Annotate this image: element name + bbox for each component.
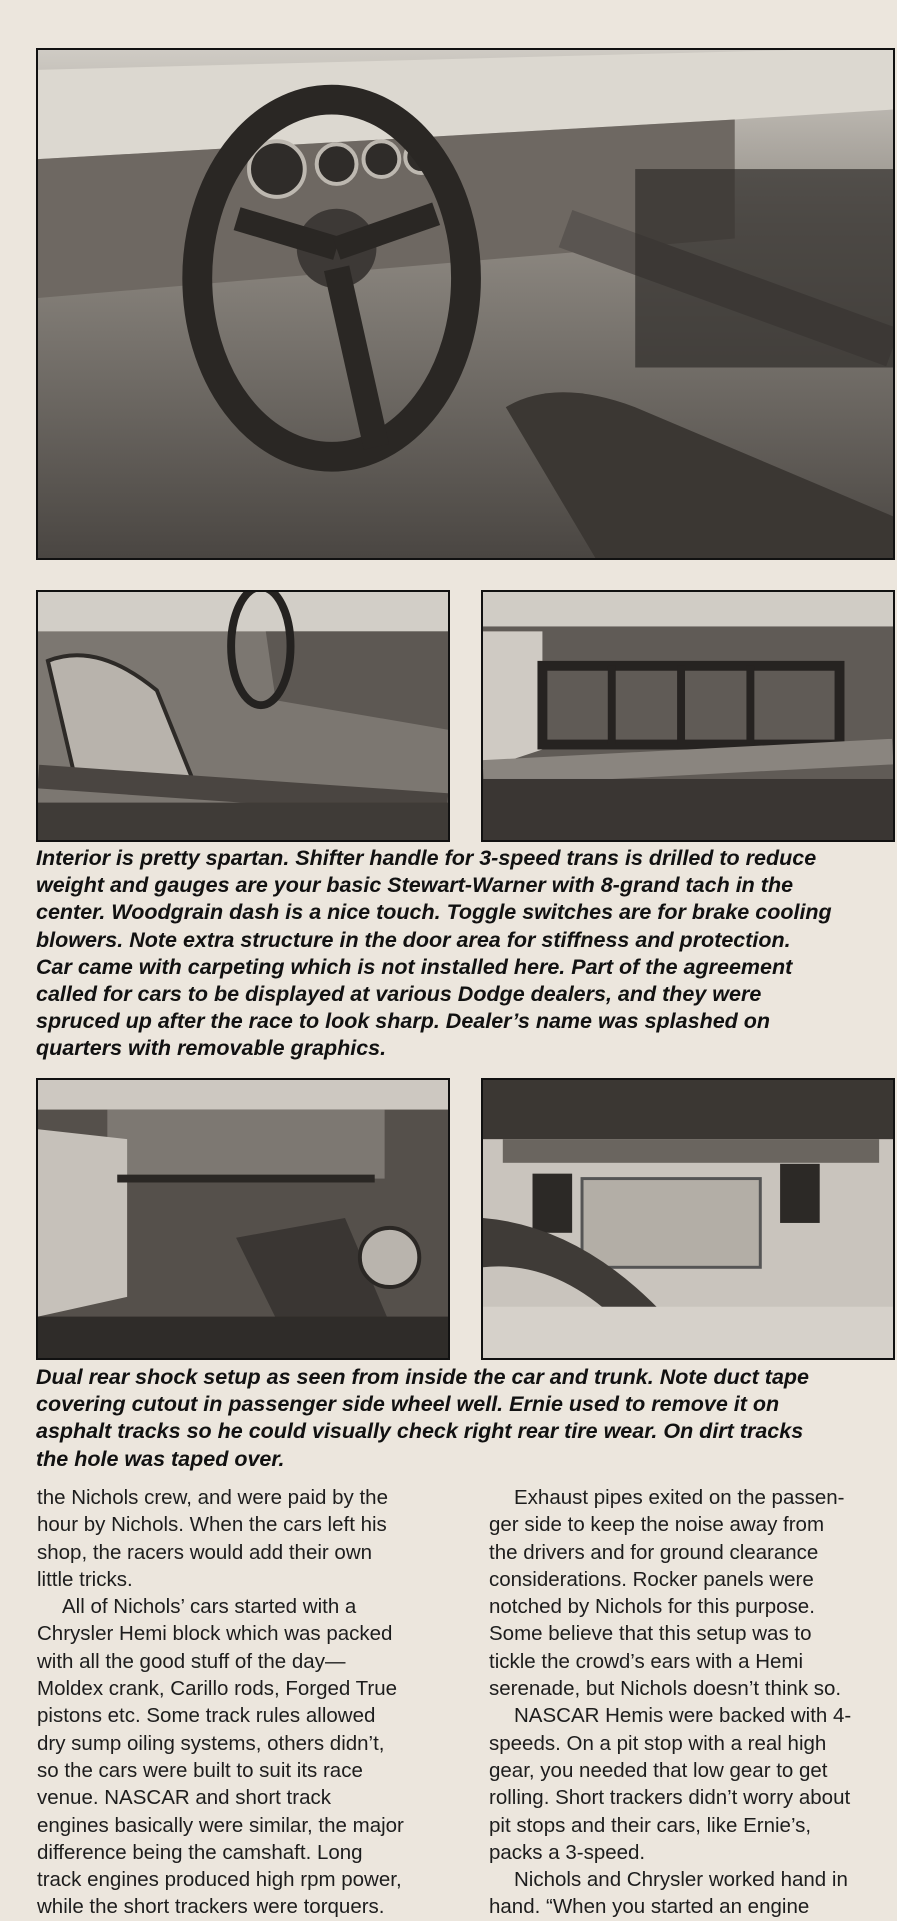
text-line: Some believe that this setup was to (489, 1622, 812, 1646)
text-line: with all the good stuff of the day— (37, 1649, 346, 1673)
caption-line: Dual rear shock setup as seen from inside the car and trunk. Note duct tape (36, 1365, 810, 1389)
caption-line: asphalt tracks so he could visually check right rear tire wear. On dirt tracks (36, 1419, 804, 1444)
text-line: so the cars were built to suit its race (37, 1758, 363, 1782)
text-line: serenade, but Nichols doesn’t think so. (489, 1677, 842, 1701)
text-line: packs a 3-speed. (489, 1840, 646, 1864)
text-line: while the short trackers were torquers. (37, 1895, 385, 1919)
body-paragraph (37, 1593, 469, 1921)
text-line: gear, you needed that low gear to get (489, 1758, 828, 1782)
text-line: difference being the camshaft. Long (37, 1840, 363, 1864)
text-line: notched by Nichols for this purpose. (489, 1595, 815, 1619)
text-line: venue. NASCAR and short track (37, 1786, 331, 1810)
text-line: All of Nichols’ cars started with a (62, 1595, 357, 1619)
text-line: little tricks. (37, 1567, 133, 1591)
caption-line: center. Woodgrain dash is a nice touch. Toggle switches are for brake cooling (36, 900, 832, 925)
body-paragraph (37, 1484, 469, 1593)
caption-line: spruced up after the race to look sharp. Dealer’s name was splashed on (36, 1009, 771, 1034)
interior-caption (36, 845, 896, 1063)
caption-line: covering cutout in passenger side wheel well. Ernie used to remove it on (36, 1392, 780, 1417)
body-column-right (489, 1484, 894, 1921)
body-paragraph (489, 1866, 894, 1921)
text-line: tickle the crowd’s ears with a Hemi (489, 1649, 804, 1673)
text-line: considerations. Rocker panels were (489, 1567, 814, 1591)
body-paragraph (489, 1702, 894, 1866)
door-bars-photo-icon (483, 592, 893, 840)
interior-door-photo (481, 590, 895, 842)
rear-shocks-photo (481, 1078, 895, 1360)
text-line: track engines produced high rpm power, (37, 1868, 402, 1892)
text-line: shop, the racers would add their own (37, 1540, 373, 1564)
interior-main-photo (36, 48, 895, 560)
text-line: the Nichols crew, and were paid by the (37, 1486, 388, 1509)
text-line: ger side to keep the noise away from (489, 1513, 825, 1537)
caption-line: the hole was taped over. (36, 1446, 285, 1471)
text-line: pit stops and their cars, like Ernie’s, (489, 1813, 812, 1837)
text-line: rolling. Short trackers didn’t worry about (489, 1786, 851, 1810)
caption-line: weight and gauges are your basic Stewart-Warner with 8-grand tach in the (36, 873, 794, 898)
text-line: Moldex crank, Carillo rods, Forged True (37, 1677, 398, 1701)
text-line: the drivers and for ground clearance (489, 1540, 819, 1564)
text-line: hand. “When you started an engine (489, 1895, 810, 1919)
text-line: pistons etc. Some track rules allowed (37, 1704, 376, 1728)
text-line: speeds. On a pit stop with a real high (489, 1731, 827, 1755)
driver-seat-photo-icon (38, 592, 448, 840)
rear-shock-caption (36, 1364, 896, 1473)
interior-seat-photo (36, 590, 450, 842)
trunk-interior-photo-icon (38, 1080, 448, 1358)
caption-line: Interior is pretty spartan. Shifter handle for 3-speed trans is drilled to reduce (36, 846, 817, 870)
text-line: Exhaust pipes exited on the passen- (514, 1486, 845, 1509)
text-line: NASCAR Hemis were backed with 4- (514, 1704, 852, 1728)
caption-line: Car came with carpeting which is not installed here. Part of the agreement (36, 954, 793, 979)
text-line: Chrysler Hemi block which was packed (37, 1622, 393, 1646)
text-line: dry sump oiling systems, others didn’t, (37, 1731, 385, 1755)
text-line: hour by Nichols. When the cars left his (37, 1513, 387, 1537)
caption-line: called for cars to be displayed at various Dodge dealers, and they were (36, 982, 762, 1007)
caption-line: blowers. Note extra structure in the door area for stiffness and protection. (36, 927, 791, 952)
rear-shock-setup-photo-icon (483, 1080, 893, 1358)
steering-wheel-dash-photo-icon (38, 50, 893, 558)
caption-line: quarters with removable graphics. (36, 1036, 387, 1061)
body-paragraph (489, 1484, 894, 1702)
body-column-left (37, 1484, 469, 1921)
trunk-photo (36, 1078, 450, 1360)
text-line: Nichols and Chrysler worked hand in (514, 1868, 848, 1892)
text-line: engines basically were similar, the major (37, 1813, 404, 1837)
